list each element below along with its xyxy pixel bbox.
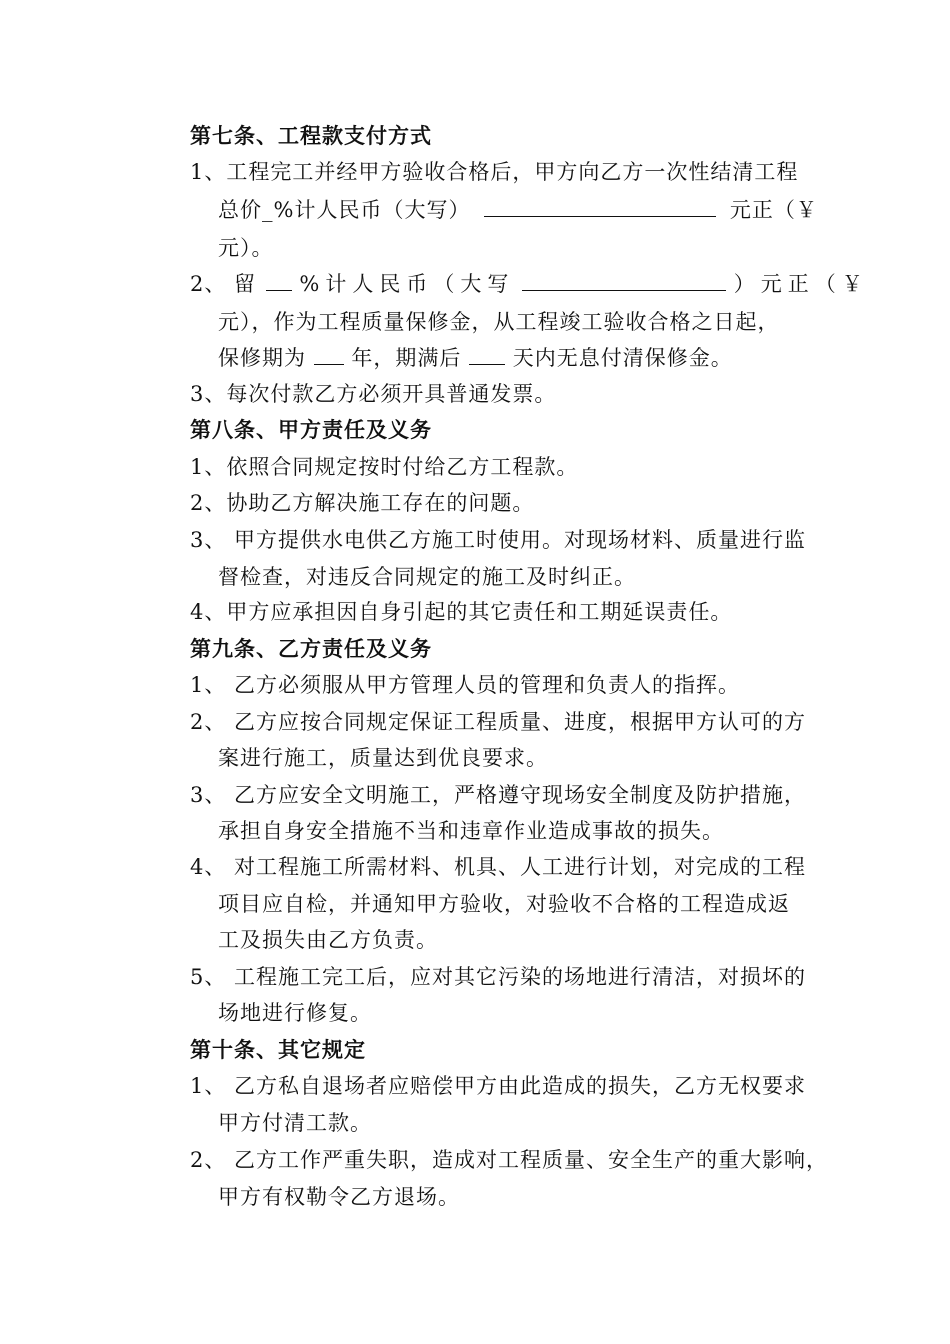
- days-blank: [469, 344, 505, 365]
- section-9-heading: 第九条、乙方责任及义务: [190, 636, 432, 661]
- s10-item-2-line-1: 2、 乙方工作严重失职，造成对工程质量、安全生产的重大影响，: [190, 1148, 829, 1172]
- s7-item-3: 3、每次付款乙方必须开具普通发票。: [190, 382, 557, 406]
- s9-item-4-line-2: 项目应自检，并通知甲方验收，对验收不合格的工程造成返: [218, 892, 790, 916]
- s9-item-5-line-2: 场地进行修复。: [218, 1001, 372, 1025]
- s7-item-2-line-3: [218, 344, 733, 372]
- s9-item-1: 1、 乙方必须服从甲方管理人员的管理和负责人的指挥。: [190, 673, 741, 697]
- s9-item-3-line-2: 承担自身安全措施不当和违章作业造成事故的损失。: [218, 819, 724, 843]
- s7-item-2-warranty-text: 保修期为: [218, 346, 306, 370]
- s9-item-3-line-1: 3、 乙方应安全文明施工，严格遵守现场安全制度及防护措施，: [190, 783, 807, 807]
- s7-item-1-line-2: [218, 196, 818, 224]
- percent-blank: [266, 270, 292, 291]
- s7-item-2-percent-text: %计人民币（大写: [299, 272, 515, 296]
- s7-item-2-expire-text: 年，期满后: [351, 346, 462, 370]
- s8-item-2: 2、协助乙方解决施工存在的问题。: [190, 491, 535, 515]
- s10-item-1-line-1: 1、 乙方私自退场者应赔偿甲方由此造成的损失，乙方无权要求: [190, 1074, 807, 1098]
- s8-item-3-line-1: 3、 甲方提供水电供乙方施工时使用。对现场材料、质量进行监: [190, 528, 807, 552]
- amount-words-blank: [522, 270, 726, 291]
- s7-item-1-line-3: 元）。: [218, 236, 274, 260]
- s9-item-4-line-3: 工及损失由乙方负责。: [218, 928, 438, 952]
- s10-item-2-line-2: 甲方有权勒令乙方退场。: [218, 1185, 460, 1209]
- s8-item-4: 4、甲方应承担因自身引起的其它责任和工期延误责任。: [190, 600, 733, 624]
- section-7-heading: 第七条、工程款支付方式: [190, 123, 432, 148]
- s9-item-2-line-1: 2、 乙方应按合同规定保证工程质量、进度，根据甲方认可的方: [190, 710, 807, 734]
- s8-item-1: 1、依照合同规定按时付给乙方工程款。: [190, 455, 579, 479]
- s7-item-2-yuan-text: ）元正（￥: [733, 272, 869, 296]
- s7-item-1-yuan-text: 元正（￥: [729, 198, 818, 222]
- section-10-heading: 第十条、其它规定: [190, 1037, 366, 1062]
- years-blank: [314, 344, 344, 365]
- s8-item-3-line-2: 督检查，对违反合同规定的施工及时纠正。: [218, 565, 636, 589]
- s7-item-2-line-1: [190, 270, 869, 298]
- s10-item-1-line-2: 甲方付清工款。: [218, 1111, 372, 1135]
- s7-item-1-total-text: 总价_%计人民币（大写）: [218, 198, 471, 222]
- s7-item-2-line-2: 元），作为工程质量保修金，从工程竣工验收合格之日起，: [218, 310, 780, 334]
- s9-item-5-line-1: 5、 工程施工完工后，应对其它污染的场地进行清洁，对损坏的: [190, 965, 807, 989]
- s9-item-2-line-2: 案进行施工，质量达到优良要求。: [218, 746, 548, 770]
- section-8-heading: 第八条、甲方责任及义务: [190, 417, 432, 442]
- s9-item-4-line-1: 4、 对工程施工所需材料、机具、人工进行计划，对完成的工程: [190, 855, 807, 879]
- s7-item-2-pay-text: 天内无息付清保修金。: [512, 346, 733, 370]
- s7-item-2-prefix: 2、 留: [190, 272, 257, 296]
- amount-blank: [484, 196, 716, 217]
- s7-item-1-line-1: 1、工程完工并经甲方验收合格后，甲方向乙方一次性结清工程: [190, 160, 799, 184]
